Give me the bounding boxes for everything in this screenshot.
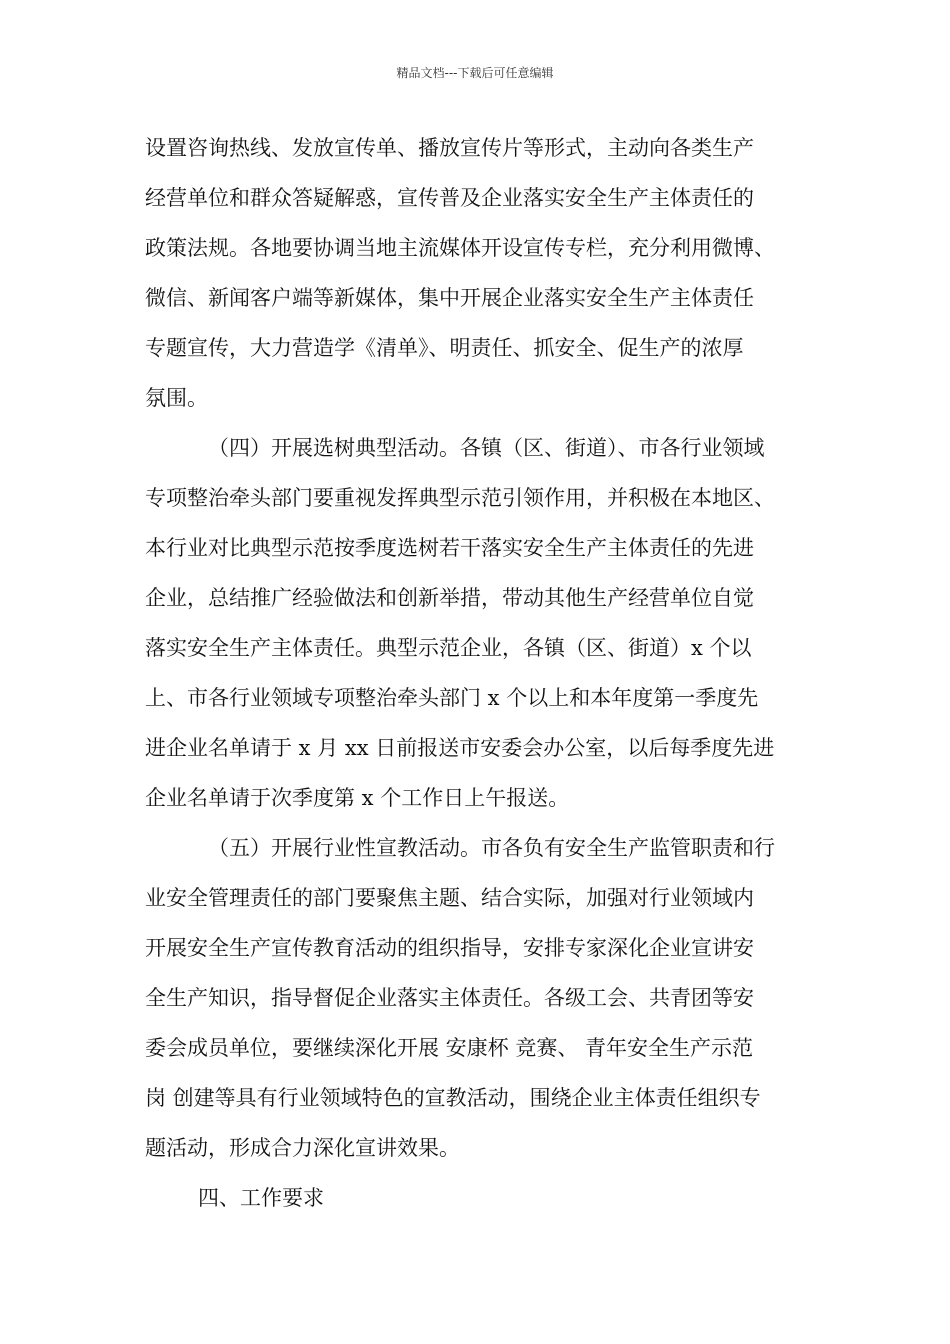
text-line: （四）开展选树典型活动。各镇（区、街道）、市各行业领域 [208, 436, 765, 460]
text-line: 专项整治牵头部门要重视发挥典型示范引领作用，并积极在本地区、 [145, 486, 775, 510]
text-line: 开展安全生产宣传教育活动的组织指导，安排专家深化企业宣讲安 [145, 936, 754, 960]
text-line: 业安全管理责任的部门要聚焦主题、结合实际，加强对行业领域内 [145, 886, 754, 910]
section-heading [145, 1178, 825, 1228]
text-line: 专题宣传，大力营造学《清单》、明责任、抓安全、促生产的浓厚 [145, 336, 744, 360]
text-line: 进企业名单请于 x 月 xx 日前报送市安委会办公室，以后每季度先进 [145, 736, 775, 760]
text-line: 经营单位和群众答疑解惑，宣传普及企业落实安全生产主体责任的 [145, 186, 754, 210]
heading-work-requirements: 四、工作要求 [198, 1186, 324, 1210]
paragraph-3 [145, 828, 825, 1178]
document-body [145, 128, 825, 1228]
text-line: 上、市各行业领域专项整治牵头部门 x 个以上和本年度第一季度先 [145, 686, 759, 710]
text-line: 本行业对比典型示范按季度选树若干落实安全生产主体责任的先进 [145, 536, 754, 560]
page-header: 精品文档---下载后可任意编辑 [396, 66, 554, 80]
text-line: 全生产知识，指导督促企业落实主体责任。各级工会、共青团等安 [145, 986, 754, 1010]
text-line: 微信、新闻客户端等新媒体，集中开展企业落实安全生产主体责任 [145, 286, 754, 310]
paragraph-1 [145, 128, 825, 428]
text-line: 政策法规。各地要协调当地主流媒体开设宣传专栏，充分利用微博、 [145, 236, 775, 260]
paragraph-2 [145, 428, 825, 828]
text-line: 题活动，形成合力深化宣讲效果。 [145, 1136, 460, 1160]
text-line: 岗 创建等具有行业领域特色的宣教活动，围绕企业主体责任组织专 [145, 1086, 761, 1110]
text-line: 企业，总结推广经验做法和创新举措，带动其他生产经营单位自觉 [145, 586, 754, 610]
text-line: 企业名单请于次季度第 x 个工作日上午报送。 [145, 786, 570, 810]
text-line: 设置咨询热线、发放宣传单、播放宣传片等形式，主动向各类生产 [145, 136, 754, 160]
text-line: 落实安全生产主体责任。典型示范企业，各镇（区、街道）x 个以 [145, 636, 752, 660]
text-line: 委会成员单位，要继续深化开展 安康杯 竞赛、 青年安全生产示范 [145, 1036, 754, 1060]
text-line: 氛围。 [145, 386, 208, 410]
text-line: （五）开展行业性宣教活动。市各负有安全生产监管职责和行 [208, 836, 775, 860]
